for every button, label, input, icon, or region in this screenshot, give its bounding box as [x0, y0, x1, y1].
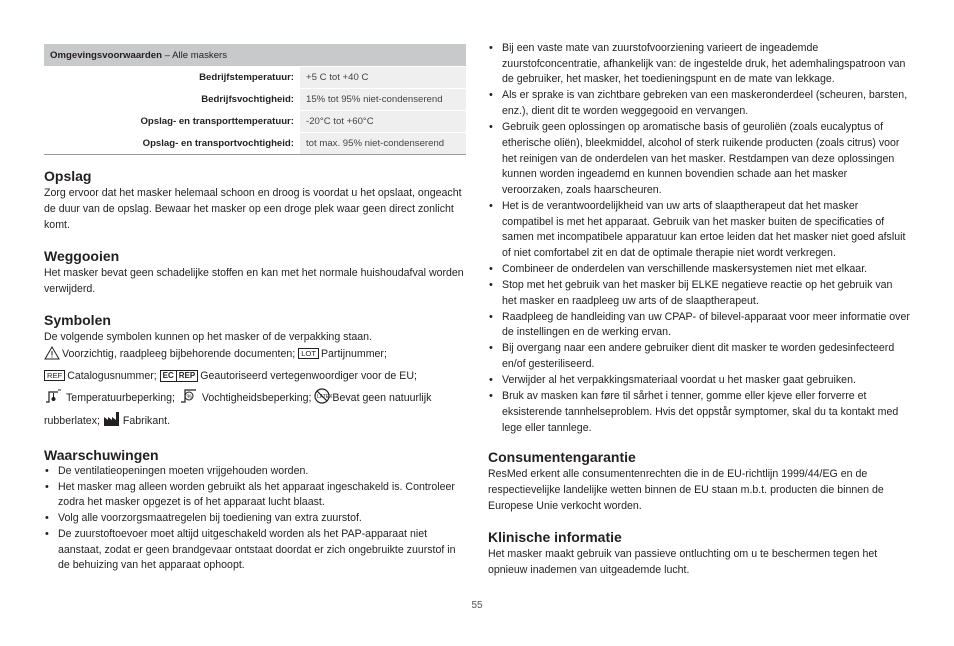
garantie-heading: Consumentengarantie [488, 449, 636, 466]
section-weggooien [44, 247, 466, 297]
list-item: • Het masker mag alleen worden gebruikt als het apparaat ingeschakeld is. Controleer zodra het masker opgezet is of het apparaat lucht blaast. [44, 480, 466, 511]
svg-text:LATEX: LATEX [317, 394, 333, 400]
list-item: • Bruk av masken kan føre til sårhet i tenner, gomme eller kjeve eller forverre et eksisterende tannhelseproblem. Hvis det oppstår symptomer, skal du ta kontakt med lege eller tannlege. [488, 389, 910, 436]
ref-icon: REF [44, 370, 65, 381]
environment-table-header [44, 44, 466, 67]
ec-box: EC [160, 370, 177, 382]
klinisch-body: Het masker maakt gebruik van passieve ontluchting om u te beschermen tegen het opnieuw inademen van uitgeademde lucht. [488, 548, 878, 577]
symbolen-heading: Symbolen [44, 312, 111, 328]
row-value: 15% tot 95% niet-condenserend [300, 89, 466, 111]
list-item: • Als er sprake is van zichtbare gebreken van een maskeronderdeel (scheuren, barsten, enz.), dient dit te worden weggegooid en vervangen. [488, 88, 910, 119]
caution-icon [44, 346, 60, 367]
list-item: • Volg alle voorzorgsmaatregelen bij toediening van extra zuurstof. [44, 511, 466, 527]
list-item: • Gebruik geen oplossingen op aromatische basis of geuroliën (zoals eucalyptus of etherische oliën), bleekmiddel, alcohol of sterk ruikende producten (zoals citrus) voor het reinigen van de onderdelen van het masker. Restdampen van deze oplossingen kunnen worden ingeademd en kunnen bovendien schade aan het masker veroorzaken, zoals haarscheuren. [488, 120, 910, 199]
warnings-continued-list [488, 41, 910, 436]
temperature-text: Temperatuurbeperking; [66, 392, 175, 404]
list-item: • Verwijder al het verpakkingsmateriaal voordat u het masker gaat gebruiken. [488, 373, 910, 389]
section-waarschuwingen [44, 446, 466, 574]
humidity-limit-icon [178, 386, 200, 411]
latex-text: Bevat geen natuurlijk rubberlatex; [44, 392, 432, 427]
list-item: • Raadpleeg de handleiding van uw CPAP- of bilevel-apparaat voor meer informatie over de instellingen en de werking ervan. [488, 310, 910, 341]
row-label: Bedrijfsvochtigheid: [44, 89, 300, 111]
symbolen-intro: De volgende symbolen kunnen op het masker of de verpakking staan. [44, 331, 373, 343]
ec-text: Geautoriseerd vertegenwoordiger voor de EU; [200, 370, 417, 382]
weggooien-heading: Weggooien [44, 248, 120, 264]
svg-text:%: % [186, 394, 192, 401]
table-row [44, 111, 466, 133]
weggooien-body: Het masker bevat geen schadelijke stoffen en kan met het normale huishoudafval worden verwijderd. [44, 267, 464, 295]
list-item: • Stop met het gebruik van het masker bij ELKE negatieve reactie op het gebruik van het masker en raadpleeg uw arts of de slaaptherapeut. [488, 278, 910, 309]
row-label: Opslag- en transporttemperatuur: [44, 111, 300, 133]
section-opslag [44, 167, 466, 233]
humidity-text: Vochtigheidsbeperking; [201, 392, 312, 404]
section-klinische-informatie [488, 528, 910, 578]
lot-icon: LOT [298, 348, 319, 359]
list-item: • Combineer de onderdelen van verschillende maskersystemen niet met elkaar. [488, 262, 910, 278]
rep-box: REP [177, 370, 198, 382]
ref-text: Catalogusnummer; [67, 370, 157, 382]
table-row [44, 133, 466, 155]
row-value: +5 C tot +40 C [300, 67, 466, 89]
environment-table [44, 44, 466, 155]
manufacturer-text: Fabrikant. [122, 415, 171, 427]
right-column [488, 44, 910, 578]
row-value: tot max. 95% niet-condenserend [300, 133, 466, 155]
opslag-heading: Opslag [44, 168, 92, 184]
symbols-list [44, 345, 466, 434]
manufacturer-icon [103, 411, 121, 434]
garantie-body: ResMed erkent alle consumentenrechten die in de EU-richtlijn 1999/44/EG en de respectievelijke landelijke wetten binnen de EU staan m.b.t. producten die binnen de Europese Unie verkocht worden. [488, 468, 884, 513]
page-number: 55 [471, 600, 483, 611]
environment-header-rest: – Alle maskers [161, 49, 228, 61]
caution-text: Voorzichtig, raadpleeg bijbehorende documenten; [62, 348, 296, 360]
temperature-limit-icon [44, 388, 64, 411]
list-item: • De zuurstoftoevoer moet altijd uitgeschakeld worden als het PAP-apparaat niet aanstaat, zodat er geen brandgevaar ontstaat doordat er zich ongebruikte zuurstof in de behuizing van het apparaat ophoopt. [44, 527, 466, 574]
waarschuwingen-heading: Waarschuwingen [44, 447, 159, 463]
table-row [44, 67, 466, 89]
list-item: • Bij overgang naar een andere gebruiker dient dit masker te worden gedesinfecteerd en/of gesteriliseerd. [488, 341, 910, 372]
opslag-body: Zorg ervoor dat het masker helemaal schoon en droog is voordat u het opslaat, ongeacht de duur van de opslag. Bewaar het masker op een droge plek waar geen direct zonlicht komt. [44, 187, 462, 231]
list-item: • Het is de verantwoordelijkheid van uw arts of slaaptherapeut dat het masker compatibel is met het apparaat. Gebruik van het masker buiten de specificaties of samen met incompatibele apparatuur kan ertoe leiden dat het masker niet goed afsluit of niet comfortabel zit en dat de optimale therapie niet wordt verkregen. [488, 199, 910, 262]
environment-header-bold: Omgevingsvoorwaarden [50, 49, 162, 61]
lot-text: Partijnummer; [320, 348, 387, 360]
list-item: • De ventilatieopeningen moeten vrijgehouden worden. [44, 464, 466, 480]
section-consumentengarantie [488, 448, 910, 514]
waarschuwingen-list [44, 464, 466, 574]
row-label: Opslag- en transportvochtigheid: [44, 133, 300, 155]
ec-rep-icon [160, 370, 199, 382]
no-latex-icon [314, 388, 333, 411]
row-label: Bedrijfstemperatuur: [44, 67, 300, 89]
klinisch-heading: Klinische informatie [488, 529, 622, 546]
row-value: -20°C tot +60°C [300, 111, 466, 133]
section-symbolen [44, 311, 466, 434]
table-row [44, 89, 466, 111]
list-item: • Bij een vaste mate van zuurstofvoorziening varieert de ingeademde zuurstofconcentratie, afhankelijk van: de ingestelde druk, het ademhalingspatroon van de gebruiker, het masker, het toedieningspunt en de mate van lekkage. [488, 41, 910, 88]
left-column [44, 44, 466, 574]
